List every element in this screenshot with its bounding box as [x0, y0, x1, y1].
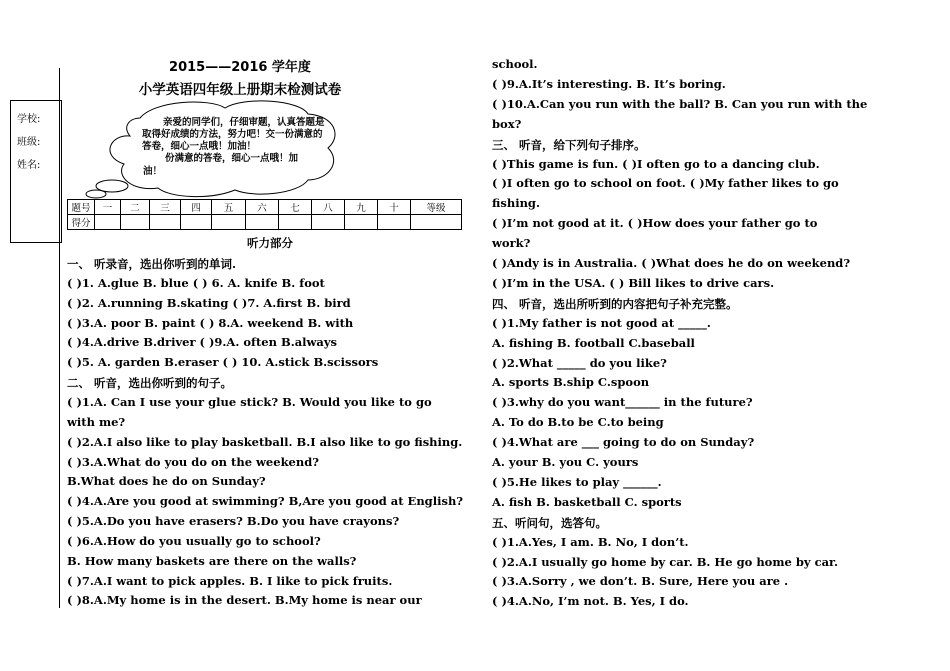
question-line: A. fish B. basketball C. sports: [492, 494, 682, 509]
question-line: ( )3.A.What do you do on the weekend?: [67, 454, 319, 469]
question-line: ( )4.What are ___ going to do on Sunday?: [492, 435, 755, 450]
score-cell[interactable]: [279, 215, 312, 230]
question-line: 四、 听音，选出所听到的内容把句子补充完整。: [492, 296, 738, 311]
question-line: box?: [492, 116, 522, 131]
question-line: A. your B. you C. yours: [492, 455, 639, 469]
question-line: ( )1.My father is not good at _____.: [492, 315, 711, 330]
question-line: ( )2. A.running B.skating ( )7. A.first B. bird: [67, 295, 351, 310]
cloud-text-5: 油！: [143, 166, 163, 177]
question-line: ( )10.A.Can you run with the ball? B. Can you run with the: [492, 96, 868, 111]
cloud-text-1: 亲爱的同学们，仔细审题，认真答题是: [163, 117, 325, 128]
question-line: ( )5. A. garden B.eraser ( ) 10. A.stick B.scissors: [67, 355, 379, 370]
question-line: ( )2.A.I usually go home by car. B. He go home by car.: [492, 554, 839, 569]
listening-section-title: 听力部分: [247, 236, 293, 250]
question-line: 三、 听音，给下列句子排序。: [492, 137, 646, 152]
question-line: B. How many baskets are there on the walls?: [67, 553, 357, 568]
question-line: A. sports B.ship C.spoon: [492, 375, 650, 390]
question-line: work?: [492, 236, 531, 251]
question-line: ( )9.A.It’s interesting. B. It’s boring.: [492, 76, 726, 91]
score-header-cell: 题号: [68, 200, 95, 215]
school-label: 学校:: [17, 114, 41, 125]
score-header-cell: 四: [181, 200, 212, 215]
question-line: 一、 听录音，选出你听到的单词.: [67, 257, 237, 271]
question-line: school.: [492, 57, 538, 71]
question-line: ( )3.A.Sorry , we don’t. B. Sure, Here you are .: [492, 574, 789, 589]
score-header-cell: 三: [150, 200, 181, 215]
question-line: ( )1.A.Yes, I am. B. No, I don’t.: [492, 534, 689, 549]
score-header-cell: 十: [378, 200, 411, 215]
question-line: ( )This game is fun. ( )I often go to a dancing club.: [492, 156, 820, 171]
question-line: ( )1. A.glue B. blue ( ) 6. A. knife B. foot: [67, 275, 325, 290]
score-cell[interactable]: [411, 215, 462, 230]
score-cell[interactable]: [150, 215, 181, 230]
exam-title: 小学英语四年级上册期末检测试卷: [138, 82, 342, 98]
score-cell[interactable]: [312, 215, 345, 230]
question-line: A. To do B.to be C.to being: [492, 415, 664, 430]
question-line: ( )5.He likes to play ______.: [492, 474, 662, 489]
score-cell[interactable]: [345, 215, 378, 230]
score-cell[interactable]: [181, 215, 212, 230]
question-line: ( )I’m not good at it. ( )How does your father go to: [492, 216, 818, 231]
score-row-label: 得分: [68, 215, 95, 230]
question-line: ( )4.A.No, I’m not. B. Yes, I do.: [492, 594, 689, 609]
name-label: 姓名:: [17, 160, 41, 171]
score-header-cell: 五: [212, 200, 246, 215]
score-header-cell: 九: [345, 200, 378, 215]
score-header-cell: 八: [312, 200, 345, 215]
cloud-text-3: 答卷，细心一点哦！加油！: [142, 141, 257, 152]
question-line: ( )1.A. Can I use your glue stick? B. Would you like to go: [67, 394, 432, 409]
score-cell[interactable]: [121, 215, 150, 230]
question-line: A. fishing B. football C.baseball: [492, 335, 695, 350]
question-line: ( )Andy is in Australia. ( )What does he do on weekend?: [492, 256, 851, 270]
question-line: ( )2.A.I also like to play basketball. B.I also like to go fishing.: [67, 434, 463, 449]
cloud-text-4: 份满意的答卷，细心一点哦！加: [165, 153, 299, 164]
question-line: ( )3.why do you want______ in the future?: [492, 395, 753, 410]
question-line: ( )I’m in the USA. ( ) Bill likes to drive cars.: [492, 275, 775, 290]
question-line: ( )7.A.I want to pick apples. B. I like to pick fruits.: [67, 573, 393, 588]
question-line: ( )2.What _____ do you like?: [492, 355, 667, 370]
score-cell[interactable]: [95, 215, 121, 230]
question-line: ( )6.A.How do you usually go to school?: [67, 533, 321, 548]
question-line: ( )I often go to school on foot. ( )My father likes to go: [492, 176, 839, 191]
score-cell[interactable]: [378, 215, 411, 230]
cloud-text-2: 取得好成绩的方法，努力吧！交一份满意的: [142, 129, 323, 140]
class-label: 班级:: [17, 137, 41, 148]
question-line: 五、听问句，选答句。: [492, 515, 607, 530]
question-line: with me?: [67, 414, 126, 429]
score-header-cell: 七: [279, 200, 312, 215]
school-year: 2015——2016 学年度: [169, 60, 311, 75]
score-cell[interactable]: [246, 215, 279, 230]
question-line: B.What does he do on Sunday?: [67, 474, 266, 489]
score-table: [67, 199, 462, 230]
score-header-cell: 六: [246, 200, 279, 215]
question-line: fishing.: [492, 196, 540, 211]
question-line: ( )8.A.My home is in the desert. B.My home is near our: [67, 593, 422, 608]
score-header-cell: 二: [121, 200, 150, 215]
question-line: ( )4.A.drive B.driver ( )9.A. often B.always: [67, 335, 338, 350]
score-header-cell: 等级: [411, 200, 462, 215]
question-line: ( )5.A.Do you have erasers? B.Do you have crayons?: [67, 514, 400, 529]
question-line: ( )4.A.Are you good at swimming? B,Are you good at English?: [67, 494, 464, 509]
score-header-cell: 一: [95, 200, 121, 215]
question-line: 二、 听音，选出你听到的句子。: [67, 376, 233, 391]
score-cell[interactable]: [212, 215, 246, 230]
question-line: ( )3.A. poor B. paint ( ) 8.A. weekend B. with: [67, 315, 354, 330]
